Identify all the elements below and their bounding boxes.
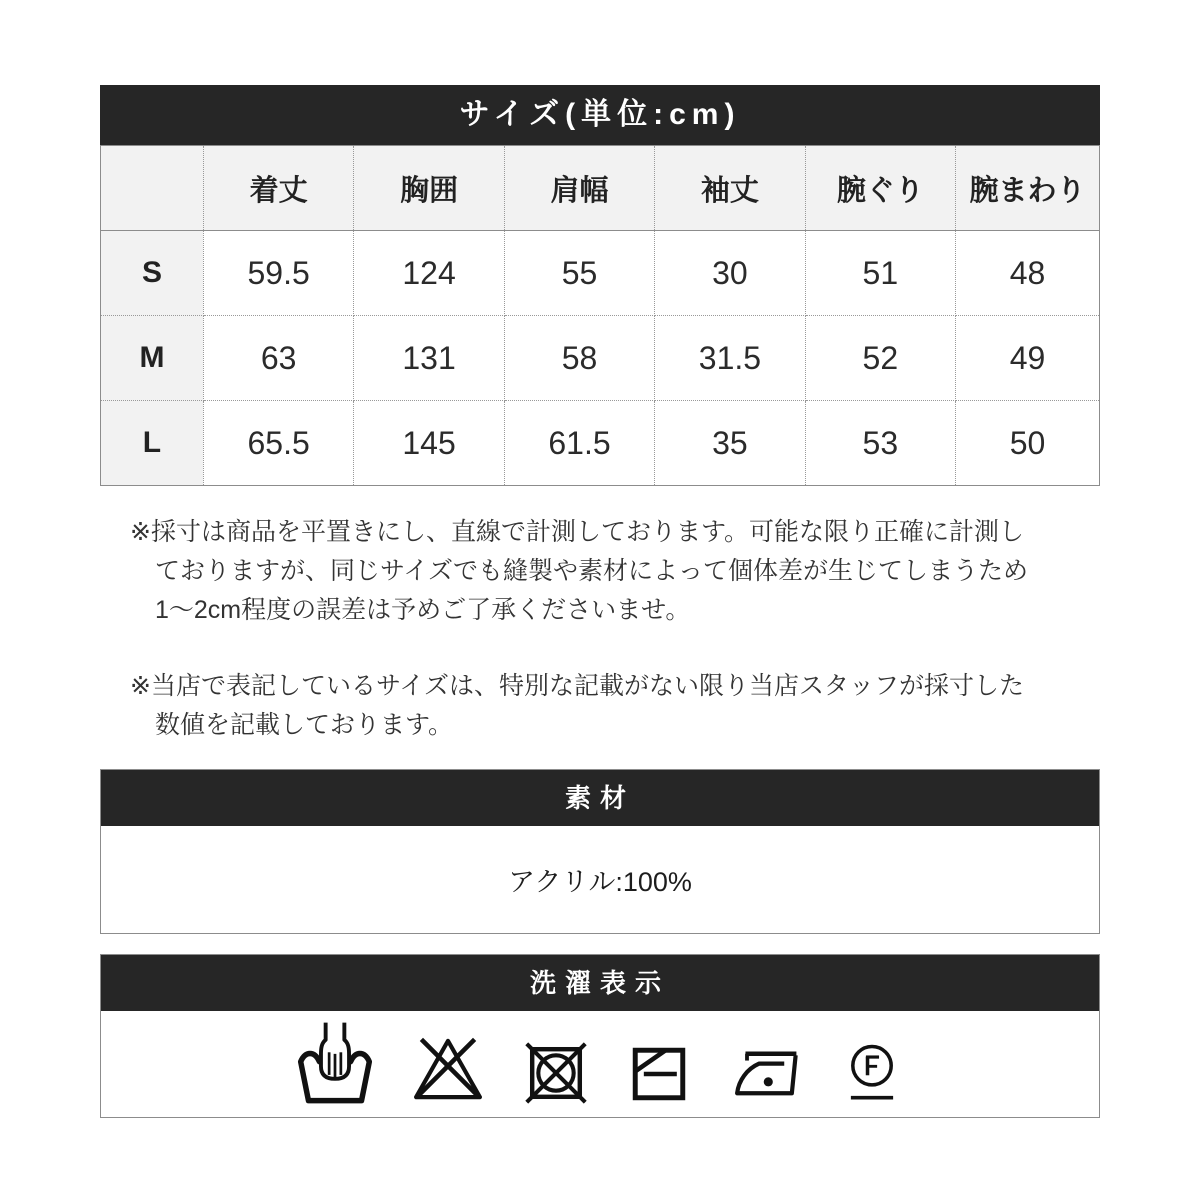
size-cell: 49	[956, 316, 1100, 401]
size-cell: 58	[504, 316, 654, 401]
size-label: L	[101, 401, 204, 486]
size-section-title: サイズ(単位:cm)	[100, 85, 1100, 145]
size-cell: 50	[956, 401, 1100, 486]
size-row-m	[101, 316, 1100, 401]
note-line: 1〜2cm程度の誤差は予めご了承くださいませ。	[155, 596, 691, 624]
note-line: 数値を記載しております。	[155, 711, 454, 739]
dry-clean-petroleum-gentle-icon	[840, 1041, 904, 1107]
flat-dry-in-shade-icon	[626, 1041, 692, 1107]
size-cell: 52	[805, 316, 955, 401]
material-section	[100, 769, 1100, 934]
size-cell: 131	[354, 316, 504, 401]
column-header-chakutake: 着丈	[203, 146, 353, 231]
measurement-notes	[100, 513, 1100, 745]
size-cell: 124	[354, 231, 504, 316]
note-line: ておりますが、同じサイズでも縫製や素材によって個体差が生じてしまうため	[155, 557, 1029, 585]
size-section	[100, 0, 1100, 486]
size-cell: 31.5	[655, 316, 805, 401]
size-cell: 55	[504, 231, 654, 316]
size-row-l	[101, 401, 1100, 486]
hand-wash-icon	[296, 1021, 374, 1107]
size-cell: 61.5	[504, 401, 654, 486]
size-table	[100, 145, 1100, 486]
size-cell: 65.5	[203, 401, 353, 486]
size-cell: 35	[655, 401, 805, 486]
column-header-katahaba: 肩幅	[504, 146, 654, 231]
care-icons-row	[101, 1011, 1099, 1117]
size-cell: 59.5	[203, 231, 353, 316]
do-not-tumble-dry-icon	[522, 1039, 590, 1107]
corner-cell	[101, 146, 204, 231]
size-cell: 63	[203, 316, 353, 401]
note-line: ※採寸は商品を平置きにし、直線で計測しております。可能な限り正確に計測し	[130, 518, 1024, 546]
size-label: S	[101, 231, 204, 316]
column-header-udeguri: 腕ぐり	[805, 146, 955, 231]
size-table-header-row	[101, 146, 1100, 231]
page	[100, 0, 1100, 1118]
iron-low-heat-icon	[728, 1043, 804, 1107]
material-value: アクリル:100%	[101, 826, 1099, 933]
material-section-title: 素材	[101, 770, 1099, 826]
laundry-section-title: 洗濯表示	[101, 955, 1099, 1011]
do-not-bleach-icon	[410, 1031, 486, 1107]
size-row-s	[101, 231, 1100, 316]
size-cell: 53	[805, 401, 955, 486]
laundry-section	[100, 954, 1100, 1118]
size-cell: 48	[956, 231, 1100, 316]
size-cell: 51	[805, 231, 955, 316]
size-cell: 145	[354, 401, 504, 486]
column-header-kyoui: 胸囲	[354, 146, 504, 231]
note-line: ※当店で表記しているサイズは、特別な記載がない限り当店スタッフが採寸した	[130, 672, 1024, 700]
size-cell: 30	[655, 231, 805, 316]
column-header-udemawari: 腕まわり	[956, 146, 1100, 231]
measurement-note-2	[130, 667, 1100, 745]
size-label: M	[101, 316, 204, 401]
measurement-note-1	[130, 513, 1100, 630]
column-header-sodetake: 袖丈	[655, 146, 805, 231]
